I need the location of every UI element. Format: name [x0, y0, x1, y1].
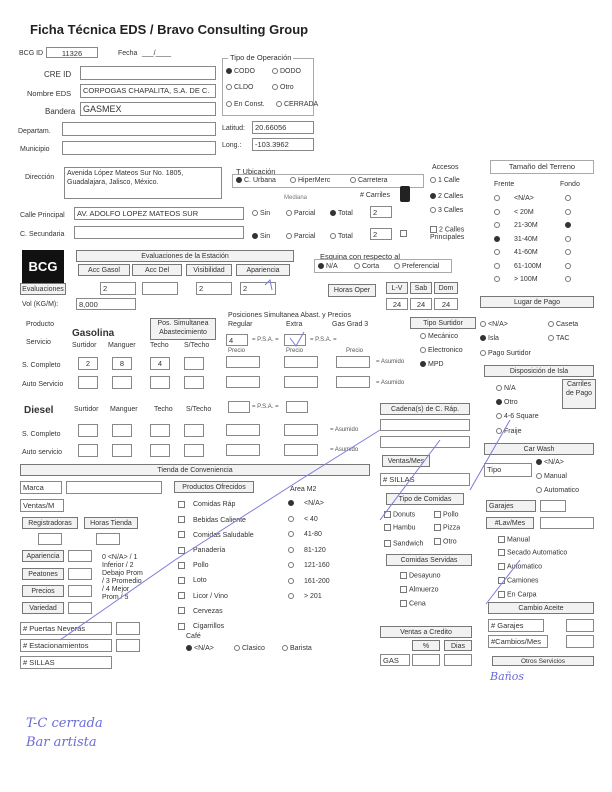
estacionamientos[interactable]: # Estacionamientos — [20, 639, 112, 652]
price-col-grad3: Gas Grad 3 — [332, 321, 369, 328]
calle-principal-label: Calle Principal — [20, 212, 65, 219]
asumido-label-4: = Asumido — [330, 447, 359, 453]
cw-na[interactable]: <N/A> — [536, 459, 564, 466]
op-codo[interactable]: CODO — [226, 68, 255, 75]
producto-label: Loto — [193, 577, 207, 585]
pago-caseta[interactable]: Caseta — [548, 321, 578, 328]
diesel-col-surtidor: Surtidor — [74, 406, 99, 413]
apariencia-label: Apariencia — [22, 550, 64, 562]
disp-square[interactable]: 4-6 Square — [496, 413, 539, 420]
acceso-2principales[interactable]: 2 Calles Principales — [430, 226, 465, 242]
gas-surtidor[interactable]: 2 — [78, 357, 98, 370]
ubic-urbana[interactable]: C. Urbana — [236, 177, 276, 184]
op-dodo[interactable]: DODO — [272, 68, 301, 75]
direccion-field[interactable]: Avenida López Mateos Sur No. 1805, Guadalajara, Jalisco, México. — [64, 167, 222, 199]
pos-header: Posiciones Simultanea Abast. y Precios — [228, 312, 351, 319]
horas-oper-button[interactable]: Horas Oper — [328, 284, 376, 297]
esquina-preferencial[interactable]: Preferencial — [394, 263, 439, 270]
cw-type-camiones[interactable]: Camiones — [498, 577, 539, 584]
producto-label: Cervezas — [193, 607, 223, 615]
direccion-label: Dirección — [25, 174, 55, 181]
cafe-barista[interactable]: Barista — [282, 645, 312, 652]
cambios-mes[interactable]: #Cambios/Mes — [488, 635, 548, 648]
peatones-label: Peatones — [22, 568, 64, 580]
vc-pct-label: % — [412, 640, 440, 651]
producto-label: Licor / Vino — [193, 592, 228, 600]
servida-cena[interactable]: Cena — [400, 600, 426, 607]
horas-dom-label: Dom — [434, 282, 458, 294]
disposicion-header: Disposición de Isla — [484, 365, 594, 377]
car-wash-tipo[interactable]: Tipo — [484, 463, 532, 477]
registradoras-label: Registradoras — [22, 517, 78, 529]
comida-otro[interactable]: Otro — [434, 538, 457, 545]
cw-automatico[interactable]: Automatico — [536, 487, 579, 494]
area-option-label: <N/A> — [304, 500, 324, 507]
gas-techo[interactable]: 4 — [150, 357, 170, 370]
eval-col-apariencia: Apariencia — [236, 264, 290, 276]
diesel-col-techo: Techo — [154, 406, 173, 413]
gas-manguer[interactable]: 8 — [112, 357, 132, 370]
precio-label-3: Precio — [346, 348, 364, 354]
horas-tienda-label: Horas Tienda — [84, 517, 138, 529]
comida-hambu[interactable]: Hambu — [384, 524, 416, 531]
comida-pollo[interactable]: Pollo — [434, 511, 459, 518]
s-completo-label: S. Completo — [22, 362, 61, 369]
producto-label: Cigarrillos — [193, 622, 225, 630]
area-label: Area M2 — [290, 486, 317, 493]
evaluaciones-header: Evaluaciones de la Estación — [76, 250, 294, 262]
vc-dias-label: Dias — [444, 640, 472, 651]
cafe-na[interactable]: <N/A> — [186, 645, 214, 652]
acceso-2calles[interactable]: 2 Calles — [430, 193, 463, 200]
mediana1-parcial[interactable]: Parcial — [286, 210, 315, 217]
auto-servicio-label: Auto Servicio — [22, 381, 64, 388]
servida-almuerzo[interactable]: Almuerzo — [400, 586, 439, 593]
ventas-credito-header: Ventas a Credito — [380, 626, 472, 638]
calle-secundaria-label: C. Secundaria — [20, 231, 65, 238]
terreno-option-label: > 100M — [514, 276, 538, 283]
gas-col-techo: Techo — [150, 342, 169, 349]
ubicacion-label: T Ubicación — [236, 167, 276, 176]
op-cerrada[interactable]: CERRADA — [276, 101, 318, 108]
acceso-3calles[interactable]: 3 Calles — [430, 207, 463, 214]
cafe-label: Café — [186, 633, 201, 640]
area-option-label: > 201 — [304, 593, 322, 600]
comida-pizza[interactable]: Pizza — [434, 524, 460, 531]
terreno-option-label: 21-30M — [514, 222, 538, 229]
scale-legend: 0 <N/A> / 1 Inferior / 2 Debajo Prom / 3 Promedio / 4 Mejor Prom / 5 — [102, 554, 143, 601]
frente-label: Frente — [494, 181, 515, 188]
productos-header: Productos Ofrecidos — [174, 481, 254, 493]
comida-sandwich[interactable]: Sandwich — [384, 540, 423, 547]
bandera-label: Bandera — [45, 107, 76, 116]
eval-visibilidad[interactable]: 2 — [196, 282, 232, 295]
mediana2-sin[interactable]: Sin — [252, 233, 270, 240]
bcg-id-label: BCG ID — [19, 50, 44, 57]
lugar-pago-header: Lugar de Pago — [480, 296, 594, 308]
variedad-label: Variedad — [22, 602, 64, 614]
cw-type-auto[interactable]: Automatico — [498, 563, 542, 570]
tipo-comidas-header: Tipo de Comidas — [386, 493, 464, 505]
producto-label: Comidas Ráp — [193, 501, 236, 509]
bcg-id-field[interactable]: 11326 — [46, 47, 98, 58]
disp-fraije[interactable]: Fraije — [496, 428, 522, 435]
longitud-label: Long.: — [222, 142, 242, 149]
producto-label: Comidas Saludable — [193, 531, 254, 539]
pago-surtidor[interactable]: Pago Surtidor — [480, 350, 531, 357]
departam-label: Departam. — [18, 128, 51, 135]
gas-col-stecho: S/Techo — [184, 342, 210, 349]
diesel-col-stecho: S/Techo — [186, 406, 212, 413]
bcg-logo: BCG — [22, 250, 64, 284]
pago-isla[interactable]: Isla — [480, 335, 499, 342]
vol-field[interactable]: 8,000 — [76, 298, 136, 310]
psa-label-3: = P.S.A. = — [252, 404, 279, 410]
nombre-label: Nombre EDS — [27, 89, 72, 98]
latitud-label: Latitud: — [222, 125, 245, 132]
price-col-regular: Regular — [228, 321, 253, 328]
diesel-auto-label: Auto servicio — [22, 449, 63, 456]
area-option-label: 81-120 — [304, 546, 326, 554]
op-otro[interactable]: Otro — [272, 84, 294, 91]
horas-sab-label: Sab — [410, 282, 432, 294]
terreno-option-label: <N/A> — [514, 195, 534, 202]
producto-label: Producto — [26, 321, 55, 328]
accesos-label: Accesos — [432, 164, 459, 171]
pos-simultanea-button[interactable]: Pos. Simultanea Abastecimiento — [150, 318, 216, 340]
precio-label-2: Precio — [286, 348, 304, 354]
disp-na[interactable]: N/A — [496, 385, 516, 392]
otros-servicios-header: Otros Servicios — [492, 656, 594, 666]
eval-col-acc-del: Acc Del — [132, 264, 182, 276]
precios-label: Precios — [22, 585, 64, 597]
area-option-label: 161-200 — [304, 577, 330, 585]
producto-label: Panadería — [193, 546, 226, 554]
asumido-label-2: = Asumido — [376, 380, 405, 386]
esquina-na[interactable]: N/A — [318, 263, 338, 270]
ventas-mes-button[interactable]: Ventas/Mes — [382, 455, 430, 467]
cadena-header: Cadena(s) de C. Ráp. — [380, 403, 470, 415]
cw-manual[interactable]: Manual — [536, 473, 567, 480]
terreno-option-label: 31-40M — [514, 235, 538, 243]
ubic-hipermerc[interactable]: HiperMerc — [290, 177, 330, 184]
mediana-label: Mediana — [284, 195, 308, 201]
producto-label: Bebidas Caliente — [193, 516, 246, 524]
surtidor-electronico[interactable]: Electronico — [420, 347, 463, 354]
precio-label-1: Precio — [228, 348, 246, 354]
esquina-corta[interactable]: Corta — [354, 263, 379, 270]
diesel-label: Diesel — [24, 405, 54, 416]
mediana1-sin[interactable]: Sin — [252, 210, 270, 217]
eval-col-acc-gasol: Acc Gasol — [78, 264, 130, 276]
operacion-label: Tipo de Operación — [230, 53, 292, 62]
cambio-aceite-header: Cambio Aceite — [488, 602, 594, 614]
tienda-ventas[interactable]: Ventas/M — [20, 499, 64, 512]
sillas-field[interactable]: # SILLAS — [380, 473, 470, 486]
asumido-label-3: = Asumido — [330, 427, 359, 433]
puertas-neveras[interactable]: # Puertas Neveras — [20, 622, 112, 635]
terreno-option-label: < 20M — [514, 208, 534, 216]
esquina-label: Esquina con respecto al — [320, 252, 401, 261]
ubic-carretera[interactable]: Carretera — [350, 177, 388, 184]
price-col-extra: Extra — [286, 321, 303, 328]
surtidor-mecanico[interactable]: Mecánico — [420, 333, 458, 340]
mediana2-total[interactable]: Total — [330, 233, 353, 240]
pago-tac[interactable]: TAC — [548, 335, 569, 342]
horas-dom[interactable]: 24 — [434, 298, 458, 310]
tienda-header: Tienda de Conveniencia — [20, 464, 370, 476]
cw-type-carpa[interactable]: En Carpa — [498, 591, 537, 598]
fecha-label: Fecha — [118, 50, 138, 57]
bandera-field[interactable]: GASMEX — [80, 102, 216, 116]
cafe-clasico[interactable]: Clasico — [234, 645, 265, 652]
disp-otro[interactable]: Otro — [496, 399, 518, 406]
tipo-surtidor-header: Tipo Surtidor — [410, 317, 476, 329]
horas-lv[interactable]: 24 — [386, 298, 408, 310]
pago-na[interactable]: <N/A> — [480, 321, 508, 328]
tienda-sillas[interactable]: # SILLAS — [20, 656, 112, 669]
vc-gas[interactable]: GAS — [380, 654, 410, 666]
note-bar-artista: Bar artista — [26, 735, 97, 750]
horas-sab[interactable]: 24 — [410, 298, 432, 310]
diesel-col-manguer: Manguer — [110, 406, 138, 413]
psa-label-2: = P.S.A. = — [310, 337, 337, 343]
eval-apariencia[interactable]: 2 — [240, 282, 276, 295]
diesel-s-completo-label: S. Completo — [22, 431, 61, 438]
horas-lv-label: L-V — [386, 282, 408, 294]
cw-lav-mes-label: #Lav/Mes — [486, 517, 534, 529]
terreno-option-label: 61-100M — [514, 262, 542, 270]
surtidor-mpd[interactable]: MPD — [420, 361, 444, 368]
carriles-pago-button[interactable]: Carriles de Pago — [562, 379, 596, 409]
psa-label-1: = P.S.A. = — [252, 337, 279, 343]
cambio-garajes[interactable]: # Garajes — [488, 619, 544, 632]
terreno-option-label: 41-60M — [514, 249, 538, 256]
producto-label: Pollo — [193, 562, 209, 570]
asumido-label-1: = Asumido — [376, 359, 405, 365]
cw-type-secado[interactable]: Secado Automatico — [498, 549, 567, 556]
calle-principal-field[interactable]: AV. ADOLFO LOPEZ MATEOS SUR — [74, 207, 244, 220]
municipio-label: Municipio — [20, 146, 50, 153]
op-cldo[interactable]: CLDO — [226, 84, 253, 91]
area-option-label: 121-160 — [304, 562, 330, 569]
cw-garajes-label: Garajes — [486, 500, 536, 512]
comidas-servidas-header: Comidas Servidas — [386, 554, 472, 566]
eval-col-visibilidad: Visibilidad — [186, 264, 232, 276]
mediana2-parcial[interactable]: Parcial — [286, 233, 315, 240]
longitud-field[interactable]: -103.3962 — [252, 138, 314, 151]
gas-col-manguer: Manguer — [108, 342, 136, 349]
fecha-value[interactable]: ___/____ — [142, 50, 172, 57]
gas-col-surtidor: Surtidor — [72, 342, 97, 349]
acceso-1calle[interactable]: 1 Calle — [430, 177, 460, 184]
cw-type-manual[interactable]: Manual — [498, 536, 530, 543]
fondo-label: Fondo — [560, 181, 580, 188]
carriles2-field[interactable]: 2 — [370, 228, 392, 240]
nombre-field[interactable]: CORPOGAS CHAPALITA, S.A. DE C. — [80, 84, 216, 98]
note-tc-cerrada: T-C cerrada — [26, 716, 103, 731]
latitud-field[interactable]: 20.66056 — [252, 121, 314, 134]
page-title: Ficha Técnica EDS / Bravo Consulting Group — [30, 22, 309, 37]
note-banos: Baños — [490, 670, 524, 683]
comida-donuts[interactable]: Donuts — [384, 511, 415, 518]
carriles1-field[interactable]: 2 — [370, 206, 392, 218]
evaluaciones-row-label: Evaluaciones — [20, 283, 66, 295]
eval-acc-gasol[interactable]: 2 — [100, 282, 136, 295]
mediana1-total[interactable]: Total — [330, 210, 353, 217]
area-option-label: < 40 — [304, 515, 318, 523]
servida-desayuno[interactable]: Desayuno — [400, 572, 441, 579]
area-option-label: 41-80 — [304, 531, 322, 538]
vol-label: Vol (KG/M): — [22, 301, 59, 308]
tienda-marca[interactable]: Marca — [20, 481, 62, 494]
carriles-label: # Carriles — [360, 192, 390, 199]
gasolina-label: Gasolina — [72, 328, 115, 339]
terreno-header: Tamaño del Terreno — [490, 160, 594, 174]
regular-field[interactable]: 4 — [226, 334, 248, 346]
op-en-const[interactable]: En Const. — [226, 101, 265, 108]
servicio-label: Servicio — [26, 339, 51, 346]
car-wash-header: Car Wash — [484, 443, 594, 455]
cre-id-label: CRE ID — [44, 70, 72, 79]
